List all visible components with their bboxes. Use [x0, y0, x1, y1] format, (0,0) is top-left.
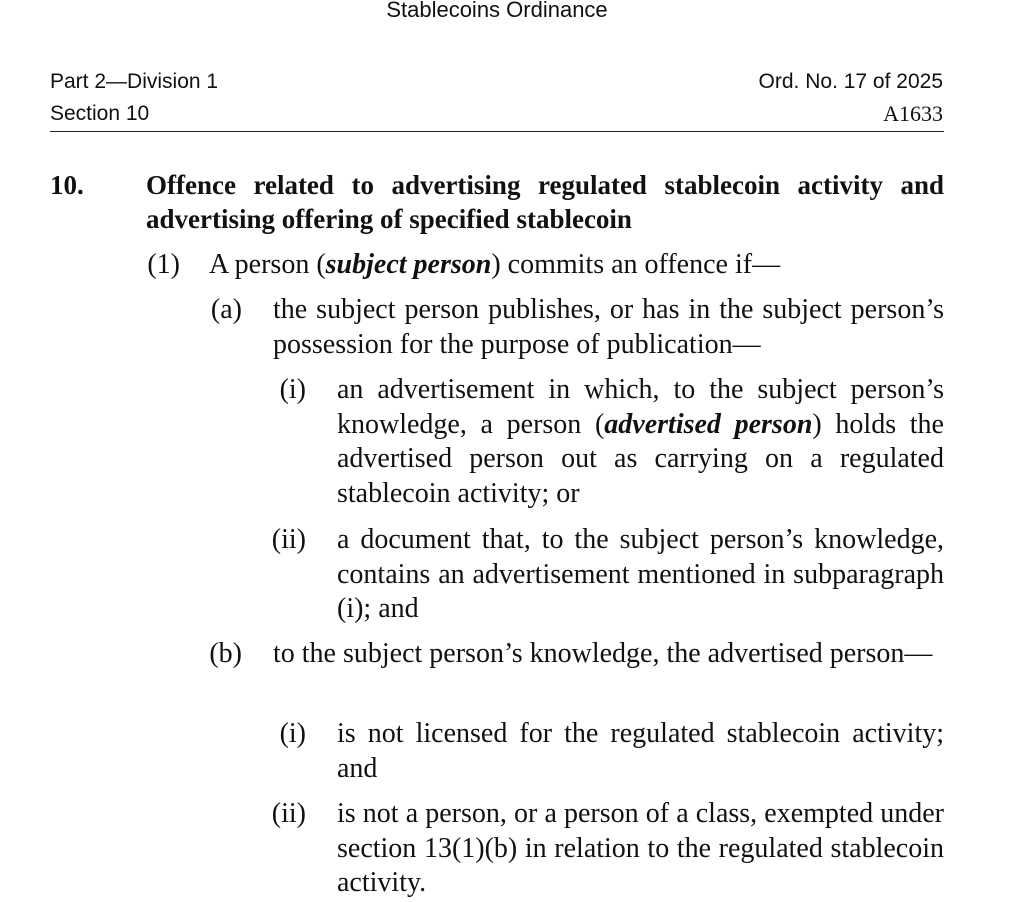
paragraph-a-label: (a)	[210, 294, 242, 325]
defined-term-subject-person: subject person	[325, 249, 492, 280]
header-right	[759, 66, 943, 130]
paragraph-b-label: (b)	[209, 638, 242, 669]
page-reference: A1633	[883, 101, 943, 126]
section-label: Section 10	[50, 102, 150, 125]
section-heading: Offence related to advertising regulated stablecoin activity and advertising offering of specified stablecoin	[146, 170, 944, 234]
subsection-1-label: (1)	[147, 249, 180, 280]
running-title: Stablecoins Ordinance	[386, 0, 608, 22]
paragraph-b-text: to the subject person’s knowledge, the advertised person—	[273, 638, 933, 669]
subparagraph-b-ii-label: (ii)	[271, 798, 306, 829]
subparagraph-a-i-label: (i)	[279, 374, 306, 405]
header-left	[50, 66, 218, 130]
subparagraph-a-ii-label: (ii)	[271, 524, 306, 555]
subsection-1-text: A person (subject person) commits an offence if—	[209, 249, 781, 280]
subparagraph-b-i-label: (i)	[279, 718, 306, 749]
section-number: 10.	[50, 170, 84, 200]
ordinance-number: Ord. No. 17 of 2025	[758, 70, 943, 93]
subparagraph-a-i-text: an advertisement in which, to the subject person’s knowledge, a person (advertised person) holds the advertised person out as carrying on a regulated stablecoin activity; or	[337, 374, 944, 509]
subparagraph-a-ii-text: a document that, to the subject person’s knowledge, contains an advertisement mentioned in subparagraph (i); and	[337, 524, 944, 624]
paragraph-a-text: the subject person publishes, or has in the subject person’s possession for the purpose of publication—	[273, 294, 944, 360]
part-division-label: Part 2—Division 1	[50, 70, 219, 93]
subparagraph-b-i-text: is not licensed for the regulated stablecoin activity; and	[337, 718, 944, 784]
subparagraph-b-ii-text: is not a person, or a person of a class, exempted under section 13(1)(b) in relation to the regulated stablecoin activity.	[337, 798, 944, 898]
defined-term-advertised-person: advertised person	[604, 408, 813, 440]
header-divider	[50, 131, 944, 132]
